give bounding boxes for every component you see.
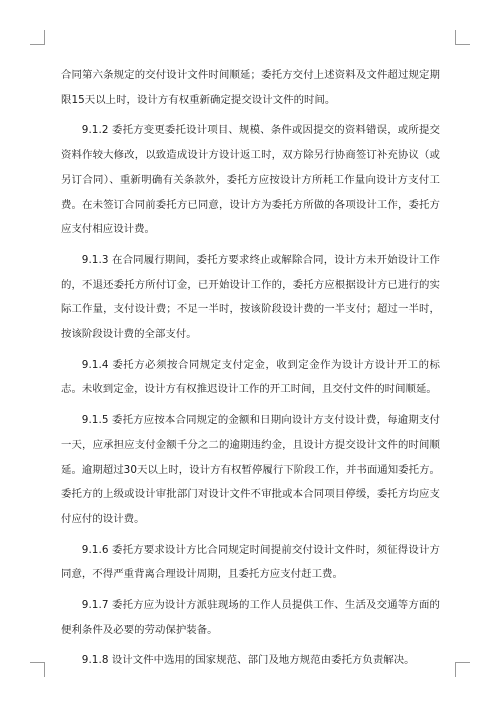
paragraph-clause-9-1-3: 9.1.3 在合同履行期间，委托方要求终止或解除合同，设计方未开始设计工作的，不退还委托方所付订金，已开始设计工作的，委托方应根据设计方已进行的实际工作量，支付设计费；不足一半时，按该阶段设计费的一半支付；超过一半时，按该阶段设计费的全部支付。 bbox=[61, 253, 440, 341]
crop-mark-bottom-left bbox=[30, 662, 45, 677]
paragraph-clause-9-1-6: 9.1.6 委托方要求设计方比合同规定时间提前交付设计文件时，须征得设计方同意，不得严重背离合理设计周期，且委托方应支付赶工费。 bbox=[61, 543, 440, 581]
crop-mark-top-right bbox=[455, 30, 470, 45]
paragraph-clause-9-1-7: 9.1.7 委托方应为设计方派驻现场的工作人员提供工作、生活及交通等方面的便利条件及必要的劳动保护装备。 bbox=[61, 599, 440, 636]
paragraph-continuation: 合同第六条规定的交付设计文件时间顺延；委托方交付上述资料及文件超过规定期限15天以上时，设计方有权重新确定提交设计文件的时间。 bbox=[61, 69, 440, 106]
paragraph-clause-9-1-5: 9.1.5 委托方应按本合同规定的金额和日期向设计方支付设计费，每逾期支付一天，应承担应支付金额千分之二的逾期违约金，且设计方提交设计文件的时间顺延。逾期超过30天以上时，设计方有权暂停履行下阶段工作，并书面通知委托方。委托方的上级或设计审批部门对设计文件不审批或本合同项目停缓，委托方均应支付应付的设计费。 bbox=[61, 414, 440, 525]
paragraph-clause-9-1-2: 9.1.2 委托方变更委托设计项目、规模、条件或因提交的资料错误，或所提交资料作较大修改，以致造成设计方设计返工时，双方除另行协商签订补充协议（或另订合同）、重新明确有关条款外，委托方应按设计方所耗工作量向设计方支付工费。在未签订合同前委托方已同意，设计方为委托方所做的各项设计工作，委托方应支付相应设计费。 bbox=[61, 124, 440, 236]
paragraph-clause-9-1-4: 9.1.4 委托方必须按合同规定支付定金，收到定金作为设计方设计开工的标志。未收到定金，设计方有权推迟设计工作的开工时间，且交付文件的时间顺延。 bbox=[61, 358, 440, 396]
paragraph-clause-9-1-8: 9.1.8 设计文件中选用的国家规范、部门及地方规范由委托方负责解决。 bbox=[81, 654, 415, 667]
crop-mark-top-left bbox=[30, 30, 45, 45]
crop-mark-bottom-right bbox=[455, 662, 470, 677]
document-body bbox=[61, 63, 440, 679]
